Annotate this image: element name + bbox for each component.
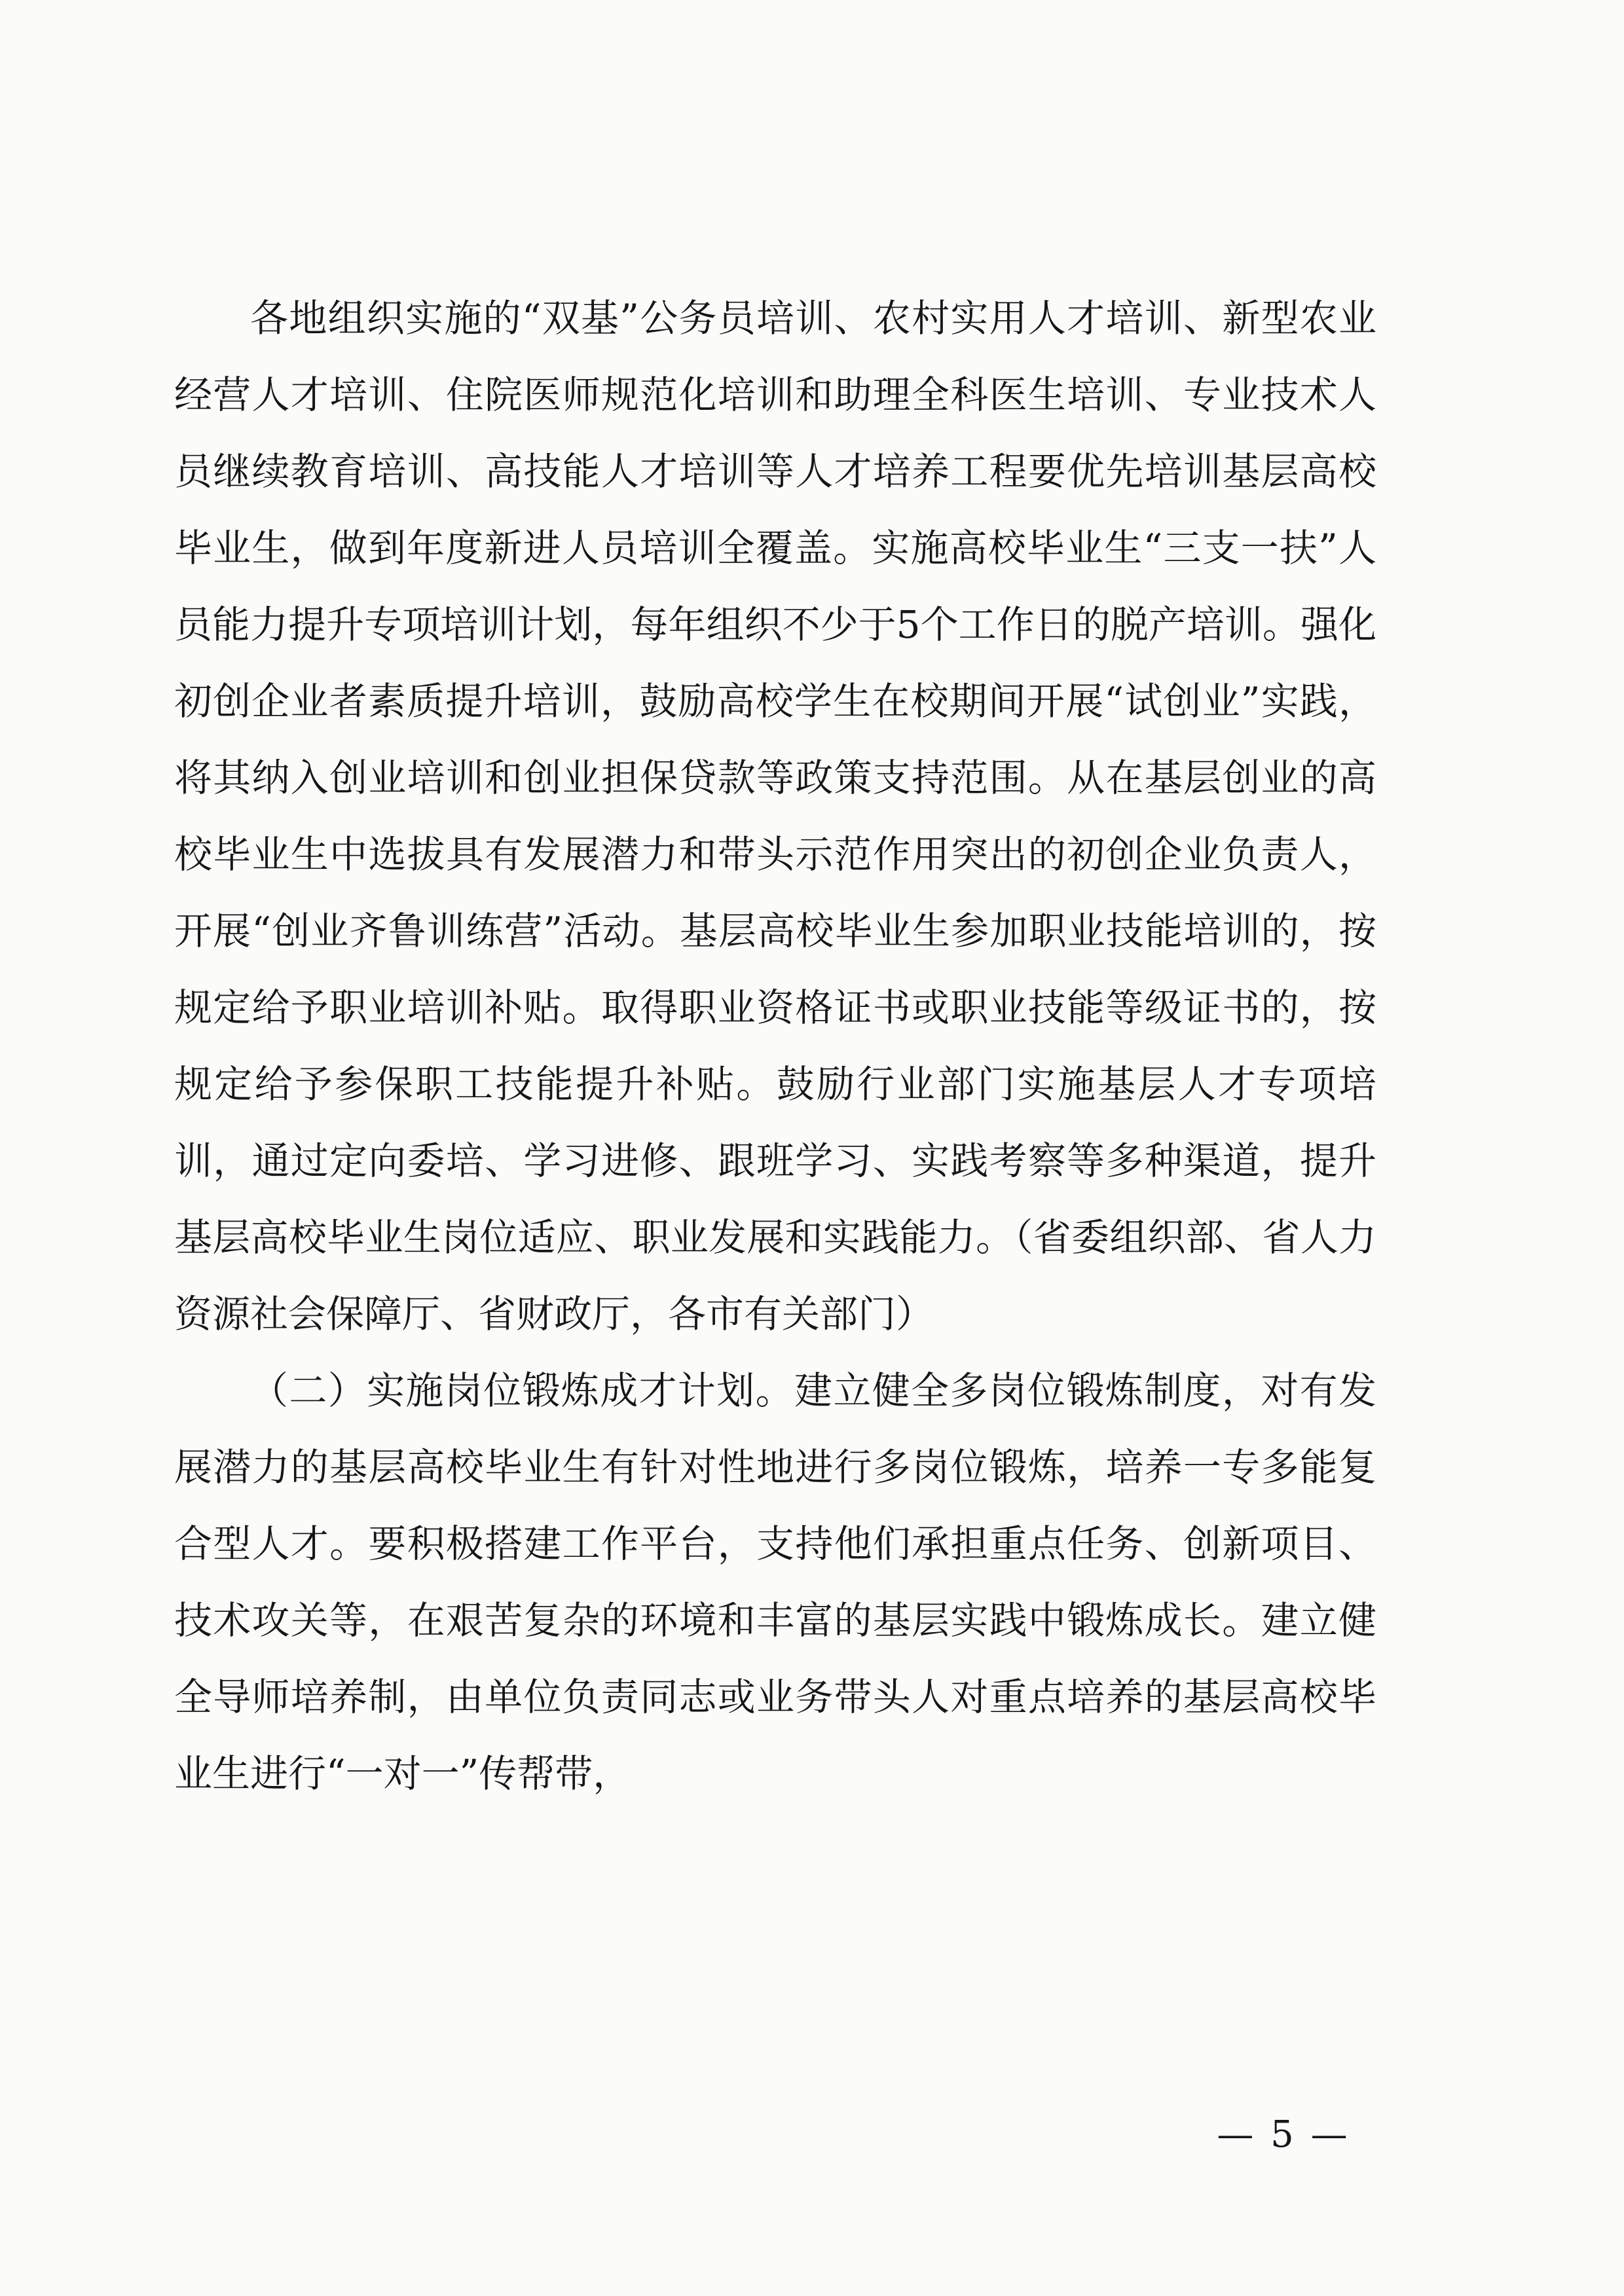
page-number: — 5 — — [1217, 2113, 1350, 2156]
paragraph-job-rotation: （二）实施岗位锻炼成才计划。建立健全多岗位锻炼制度，对有发展潜力的基层高校毕业生有针对性地进行多岗位锻炼，培养一专多能复合型人才。要积极搭建工作平台，支持他们承担重点任务、创新项目、技术攻关等，在艰苦复杂的环境和丰富的基层实践中锻炼成长。建立健全导师培养制，由单位负责同志或业务带头人对重点培养的基层高校毕业生进行“一对一”传帮带， — [174, 1368, 1376, 1796]
body-text — [174, 280, 1376, 1812]
paragraph-training: 各地组织实施的“双基”公务员培训、农村实用人才培训、新型农业经营人才培训、住院医师规范化培训和助理全科医生培训、专业技术人员继续教育培训、高技能人才培训等人才培养工程要优先培训基层高校毕业生，做到年度新进人员培训全覆盖。实施高校毕业生“三支一扶”人员能力提升专项培训计划，每年组织不少于5个工作日的脱产培训。强化初创企业者素质提升培训，鼓励高校学生在校期间开展“试创业”实践，将其纳入创业培训和创业担保贷款等政策支持范围。从在基层创业的高校毕业生中选拔具有发展潜力和带头示范作用突出的初创企业负责人，开展“创业齐鲁训练营”活动。基层高校毕业生参加职业技能培训的，按规定给予职业培训补贴。取得职业资格证书或职业技能等级证书的，按规定给予参保职工技能提升补贴。鼓励行业部门实施基层人才专项培训，通过定向委培、学习进修、跟班学习、实践考察等多种渠道，提升基层高校毕业生岗位适应、职业发展和实践能力。（省委组织部、省人力资源社会保障厅、省财政厅，各市有关部门） — [174, 296, 1376, 1336]
